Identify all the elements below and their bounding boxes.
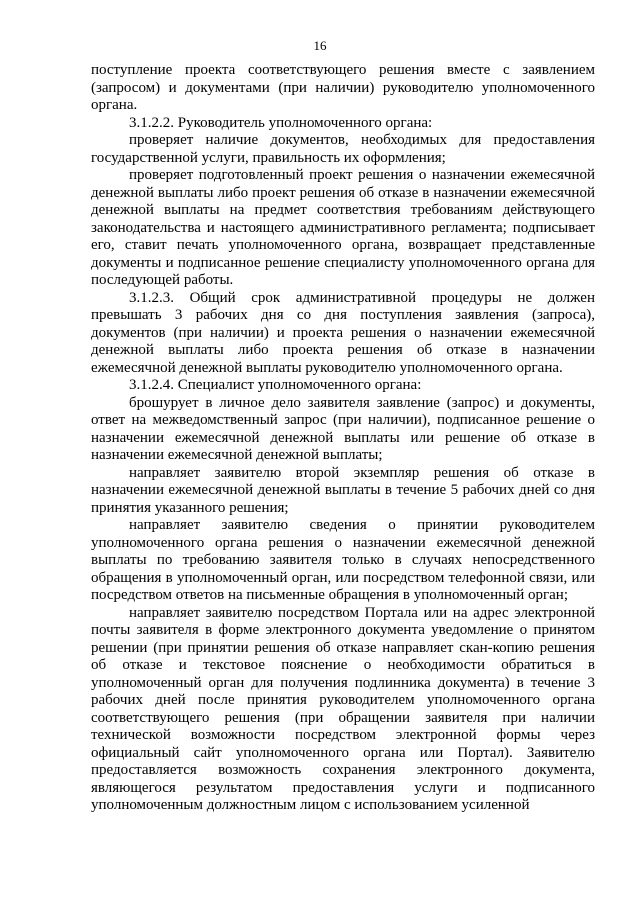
paragraph: брошурует в личное дело заявителя заявление (запрос) и документы, ответ на межведомственный запрос (при наличии), подписанное решение о назначении ежемесячной денежной выплаты или решение об отказе в назначении ежемесячной денежной выплаты; xyxy=(91,394,595,463)
document-body xyxy=(91,62,595,815)
paragraph: проверяет наличие документов, необходимых для предоставления государственной услуги, правильность их оформления; xyxy=(91,132,595,166)
paragraph: направляет заявителю посредством Портала или на адрес электронной почты заявителя в форме электронного документа уведомление о принятом решении (при принятии решения об отказе направляет скан-копию решения об отказе и текстовое пояснение о необходимости обратиться в уполномоченный орган для получения подлинника документа) в течение 3 рабочих дней после принятия руководителем уполномоченного органа соответствующего решения (при обращении заявителя при наличии технической возможности посредством электронной формы через официальный сайт уполномоченного органа или Портал). Заявителю предоставляется возможность сохранения электронного документа, являющегося результатом предоставления услуги и подписанного уполномоченным должностным лицом с использованием усиленной xyxy=(91,604,595,813)
paragraph: проверяет подготовленный проект решения о назначении ежемесячной денежной выплаты либо проект решения об отказе в назначении ежемесячной денежной выплаты на предмет соответствия требованиям действующего законодательства и настоящего административного регламента; подписывает его, ставит печать уполномоченного органа, возвращает представленные документы и подписанное решение специалисту уполномоченного органа для последующей работы. xyxy=(91,167,595,288)
paragraph: направляет заявителю второй экземпляр решения об отказе в назначении ежемесячной денежной выплаты в течение 5 рабочих дней со дня принятия указанного решения; xyxy=(91,464,595,516)
paragraph: 3.1.2.3. Общий срок административной процедуры не должен превышать 3 рабочих дня со дня поступления заявления (запроса), документов (при наличии) и проекта решения о назначении ежемесячной денежной выплаты либо проекта решения об отказе в назначении ежемесячной денежной выплаты руководителю уполномоченного органа. xyxy=(91,289,595,376)
section-heading: 3.1.2.2. Руководитель уполномоченного органа: xyxy=(129,114,433,131)
page-number: 16 xyxy=(313,38,327,53)
paragraph: поступление проекта соответствующего решения вместе с заявлением (запросом) и документами (при наличии) руководителю уполномоченного органа. xyxy=(91,62,595,113)
section-heading: 3.1.2.4. Специалист уполномоченного органа: xyxy=(129,377,422,393)
paragraph: направляет заявителю сведения о принятии руководителем уполномоченного органа решения о назначении ежемесячной денежной выплаты по требованию заявителя только в случаях непосредственного обращения в уполномоченный орган, или посредством телефонной связи, или посредством ответов на письменные обращения в уполномоченный орган; xyxy=(91,517,595,603)
